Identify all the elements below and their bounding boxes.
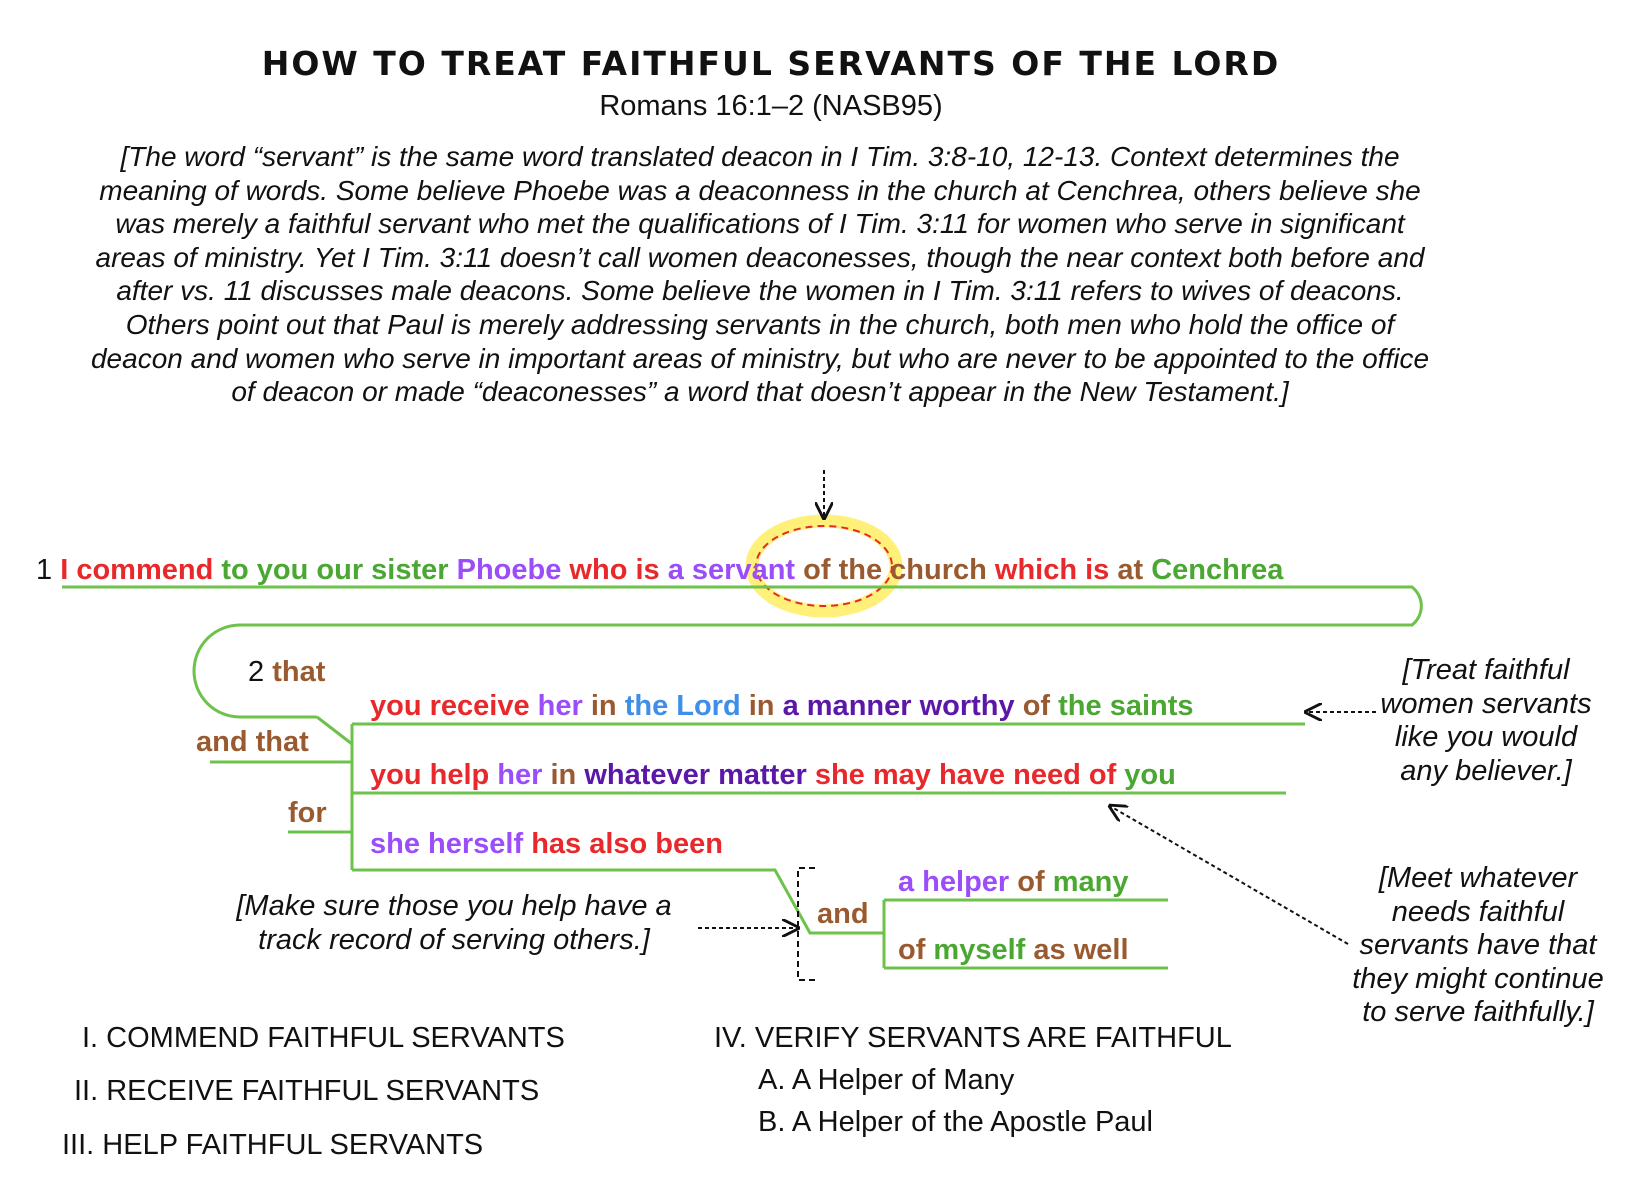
make-sure-note: [Make sure those you help have a track record of serving others.] [236,890,672,956]
diagram-word: a manner worthy [774,690,1015,722]
diagram-word: of [1009,866,1045,898]
diagram-word: of [1080,759,1117,791]
diagram-word: in [582,690,617,722]
diagram-word: at [1109,554,1144,586]
diagram-word: to you our sister [213,554,449,586]
diagram-word: myself [925,934,1026,966]
outline-iii: III. HELP FAITHFUL SERVANTS [62,1129,484,1161]
diagram-word: who is [561,554,660,586]
diagram-word: a helper [898,866,1010,898]
diagram-word: Phoebe [448,554,562,586]
diagram-word: of the church [795,554,987,586]
scripture-reference: Romans 16:1–2 (NASB95) [599,90,943,122]
for-label: for [288,797,327,829]
diagram-word: I commend [60,554,214,586]
diagram-word: her [489,759,543,791]
diagram-word: whatever matter [576,759,807,791]
verse1-line [36,554,1283,587]
diagram-word: the Lord [616,690,741,722]
diagram-word: as well [1025,934,1129,966]
diagram-word: you [1116,759,1176,791]
outline-iv-a: A. A Helper of Many [758,1064,1015,1096]
page-title: HOW TO TREAT FAITHFUL SERVANTS OF THE LORD [261,44,1281,83]
diagram-word: a servant [659,554,796,586]
of-myself-as-well [898,934,1129,967]
helper-of-many [898,866,1128,899]
diagram-word: of [898,934,926,966]
verse2-number: 2 [248,656,265,688]
diagram-word: her [529,690,583,722]
that-connector [317,717,352,744]
diagram-word: in [542,759,577,791]
verse1-number: 1 [36,554,53,586]
receive-line [370,690,1194,723]
herself-line [370,828,723,861]
verse2-that: that [272,656,326,688]
diagram-word: in [740,690,775,722]
treat-note: [Treat faithful women servants like you would any believer.] [1380,654,1592,787]
intro-note: [The word “servant” is the same word translated deacon in I Tim. 3:8-10, 12-13. Context determines the meaning of words. Some believe Phoebe was a deaconness in the church at Cenchrea, others believe she was merely a faithful servant who met the qualifications of I Tim. 3:11 for women who serve in significant areas of ministry. Yet I Tim. 3:11 doesn’t call women deaconesses, though the near context both before and after vs. 11 discusses male deacons. Some believe the women in I Tim. 3:11 refers to wives of deacons. Others point out that Paul is merely addressing servants in the church, both men who hold the office of deacon and women who serve in important areas of ministry, but who are never to be appointed to the office of deacon or made “deaconesses” a word that doesn’t appear in the New Testament.] [90,141,1430,408]
and-label: and [817,898,869,930]
diagram-word: has also been [523,828,723,860]
help-line [370,759,1176,792]
outline-ii: II. RECEIVE FAITHFUL SERVANTS [74,1075,540,1107]
diagram-word: which is [986,554,1110,586]
diagram-word: the saints [1050,690,1194,722]
diagram-word: of [1014,690,1051,722]
diagram-word: you help [370,759,490,791]
and-that-label: and that [196,726,309,758]
diagram-word: many [1044,866,1129,898]
meet-note: [Meet whatever needs faithful servants have that they might continue to serve faithfully.] [1352,862,1604,1029]
diagram-word: Cenchrea [1143,554,1284,586]
meet-arrow [1110,806,1348,944]
diagram-word: she herself [370,828,524,860]
outline-iv: IV. VERIFY SERVANTS ARE FAITHFUL [714,1022,1232,1054]
outline-i: I. COMMEND FAITHFUL SERVANTS [82,1022,565,1054]
verse2-lead [248,656,325,689]
diagram-word: she may have need [806,759,1081,791]
verse1-words [60,554,1283,586]
outline-iv-b: B. A Helper of the Apostle Paul [758,1106,1153,1138]
diagram-word: you receive [370,690,530,722]
